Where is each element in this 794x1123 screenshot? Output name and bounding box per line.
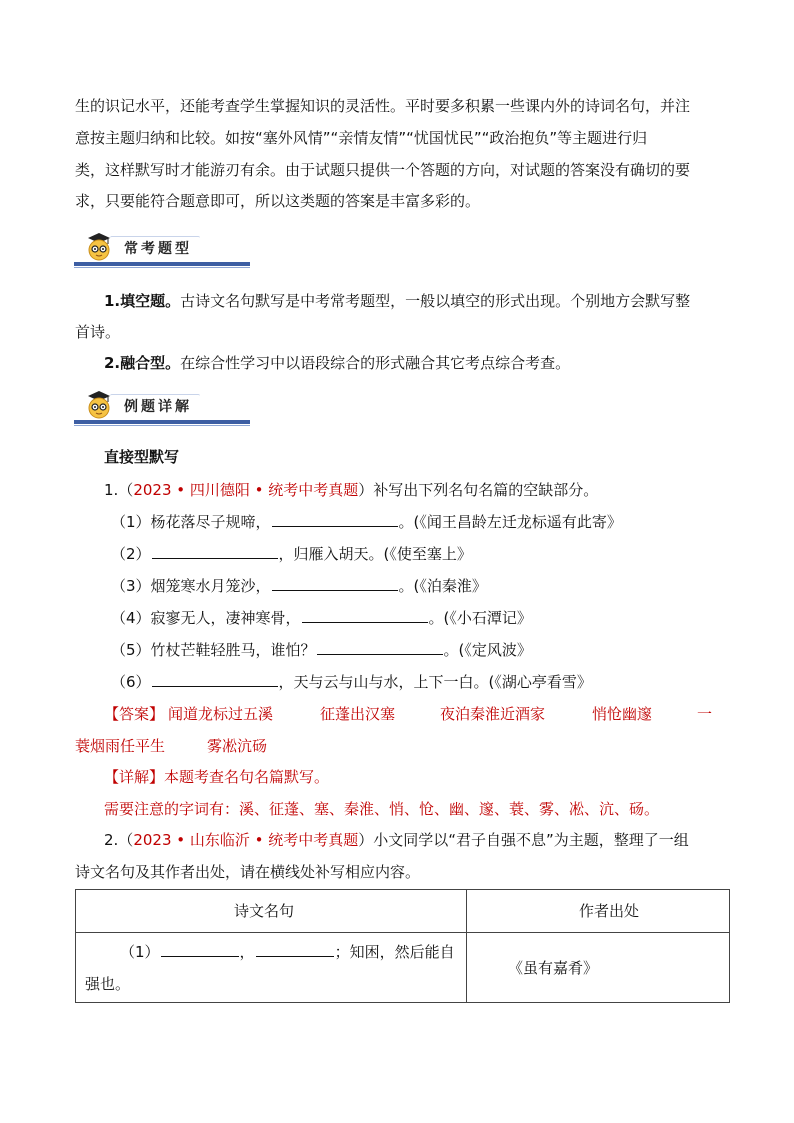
section-underline — [74, 262, 250, 266]
section-title: 例题详解 — [124, 399, 192, 415]
scholar-face-icon — [84, 232, 114, 262]
table-header-right: 作者出处 — [579, 902, 640, 920]
answer-blank[interactable] — [272, 576, 398, 591]
section-header-common-types — [74, 234, 250, 268]
subheading: 直接型默写 — [104, 448, 180, 466]
answer-blank[interactable] — [272, 512, 398, 527]
answer-label: 【答案】 — [104, 705, 165, 723]
q1-detail — [104, 767, 329, 787]
q1-item-3 — [111, 576, 487, 596]
type-2-label: 2.融合型。 — [104, 354, 181, 372]
row1-pre: （1） — [120, 943, 160, 961]
q1-item-2 — [111, 544, 472, 564]
q1-item-5-post: 。(《定风波》 — [443, 641, 532, 659]
intro-line-1: 生的识记水平，还能考查学生掌握知识的灵活性。平时要多积累一些课内外的诗词名句，并注 — [75, 97, 691, 115]
q1-item-4-post: 。(《小石潭记》 — [428, 609, 532, 627]
q1-item-3-pre: （3）烟笼寒水月笼沙， — [111, 577, 271, 595]
q1-item-5-pre: （5）竹杖芒鞋轻胜马，谁怕？ — [111, 641, 316, 659]
type-1-text: 古诗文名句默写是中考常考题型，一般以填空的形式出现。个别地方会默写整 — [180, 292, 691, 310]
scholar-face-icon — [84, 390, 114, 420]
q1-item-2-post: ，归雁入胡天。(《使至塞上》 — [278, 545, 472, 563]
q1-item-1 — [111, 512, 622, 532]
section-title: 常考题型 — [124, 241, 192, 257]
q1-item-2-pre: （2） — [111, 545, 151, 563]
q1-item-1-post: 。(《闻王昌龄左迁龙标遥有此寄》 — [398, 513, 622, 531]
answer-5-end: 蓑烟雨任平生 — [75, 737, 166, 755]
q2-number: 2.（ — [104, 831, 134, 849]
q1-stem — [104, 480, 598, 500]
q1-item-6 — [111, 672, 592, 692]
section-underline — [74, 420, 250, 424]
q2-stem-cont: 诗文名句及其作者出处，请在横线处补写相应内容。 — [75, 863, 421, 881]
answer-2: 征蓬出汉塞 — [320, 705, 396, 723]
answer-blank[interactable] — [161, 942, 239, 957]
q1-source: 2023 • 四川德阳 • 统考中考真题 — [133, 481, 359, 499]
answer-5-start: 一 — [697, 705, 713, 723]
detail-text: 本题考查名句名篇默写。 — [164, 768, 330, 786]
section-underline-thin — [74, 425, 250, 426]
q1-stem-text: ）补写出下列名句名篇的空缺部分。 — [358, 481, 599, 499]
type-1-cont: 首诗。 — [75, 323, 121, 341]
q1-number: 1.（ — [104, 481, 134, 499]
q1-answer-line-1 — [104, 704, 164, 724]
table-header-left: 诗文名句 — [234, 902, 295, 920]
table-row1-text — [120, 942, 455, 962]
answer-4: 悄怆幽邃 — [592, 705, 653, 723]
q2-source: 2023 • 山东临沂 • 统考中考真题 — [133, 831, 359, 849]
q1-item-6-post: ，天与云与山与水，上下一白。(《湖心亭看雪》 — [278, 673, 592, 691]
answer-blank[interactable] — [152, 544, 278, 559]
section-header-examples — [74, 392, 250, 426]
answer-blank[interactable] — [317, 640, 443, 655]
q1-item-4 — [111, 608, 532, 628]
q2-table — [75, 889, 730, 1003]
q1-item-3-post: 。(《泊秦淮》 — [398, 577, 487, 595]
table-divider-vertical — [466, 890, 467, 1002]
answer-blank[interactable] — [256, 942, 334, 957]
intro-line-3: 类，这样默写时才能游刃有余。由于试题只提供一个答题的方向，对试题的答案没有确切的要 — [75, 161, 691, 179]
intro-line-2: 意按主题归纳和比较。如按“塞外风情”“亲情友情”“忧国忧民”“政治抱负”等主题进行归 — [75, 129, 648, 147]
answer-3: 夜泊秦淮近酒家 — [440, 705, 546, 723]
answer-6: 雾凇沆砀 — [207, 737, 268, 755]
answer-blank[interactable] — [152, 672, 278, 687]
q1-item-6-pre: （6） — [111, 673, 151, 691]
answer-blank[interactable] — [302, 608, 428, 623]
row1-mid: ， — [239, 943, 255, 961]
q2-stem-text: ）小文同学以“君子自强不息”为主题，整理了一组 — [358, 831, 689, 849]
type-2-text: 在综合性学习中以语段综合的形式融合其它考点综合考查。 — [180, 354, 571, 372]
q1-item-5 — [111, 640, 532, 660]
section-underline-thin — [74, 267, 250, 268]
type-1 — [104, 291, 690, 311]
q1-item-4-pre: （4）寂寥无人，凄神寒骨， — [111, 609, 301, 627]
q2-stem — [104, 830, 689, 850]
type-2 — [104, 353, 570, 373]
q1-note: 需要注意的字词有：溪、征蓬、塞、秦淮、悄、怆、幽、邃、蓑、雾、凇、沆、砀。 — [104, 800, 660, 818]
table-divider-horizontal — [76, 932, 729, 933]
table-row1-source: 《虽有嘉肴》 — [508, 959, 599, 977]
type-1-label: 1.填空题。 — [104, 292, 181, 310]
detail-label: 【详解】 — [104, 768, 165, 786]
row1-post: ；知困，然后能自 — [334, 943, 455, 961]
table-row1-cont: 强也。 — [85, 975, 131, 993]
q1-item-1-pre: （1）杨花落尽子规啼， — [111, 513, 271, 531]
answer-1: 闻道龙标过五溪 — [168, 705, 274, 723]
intro-line-4: 求，只要能符合题意即可，所以这类题的答案是丰富多彩的。 — [75, 192, 481, 210]
